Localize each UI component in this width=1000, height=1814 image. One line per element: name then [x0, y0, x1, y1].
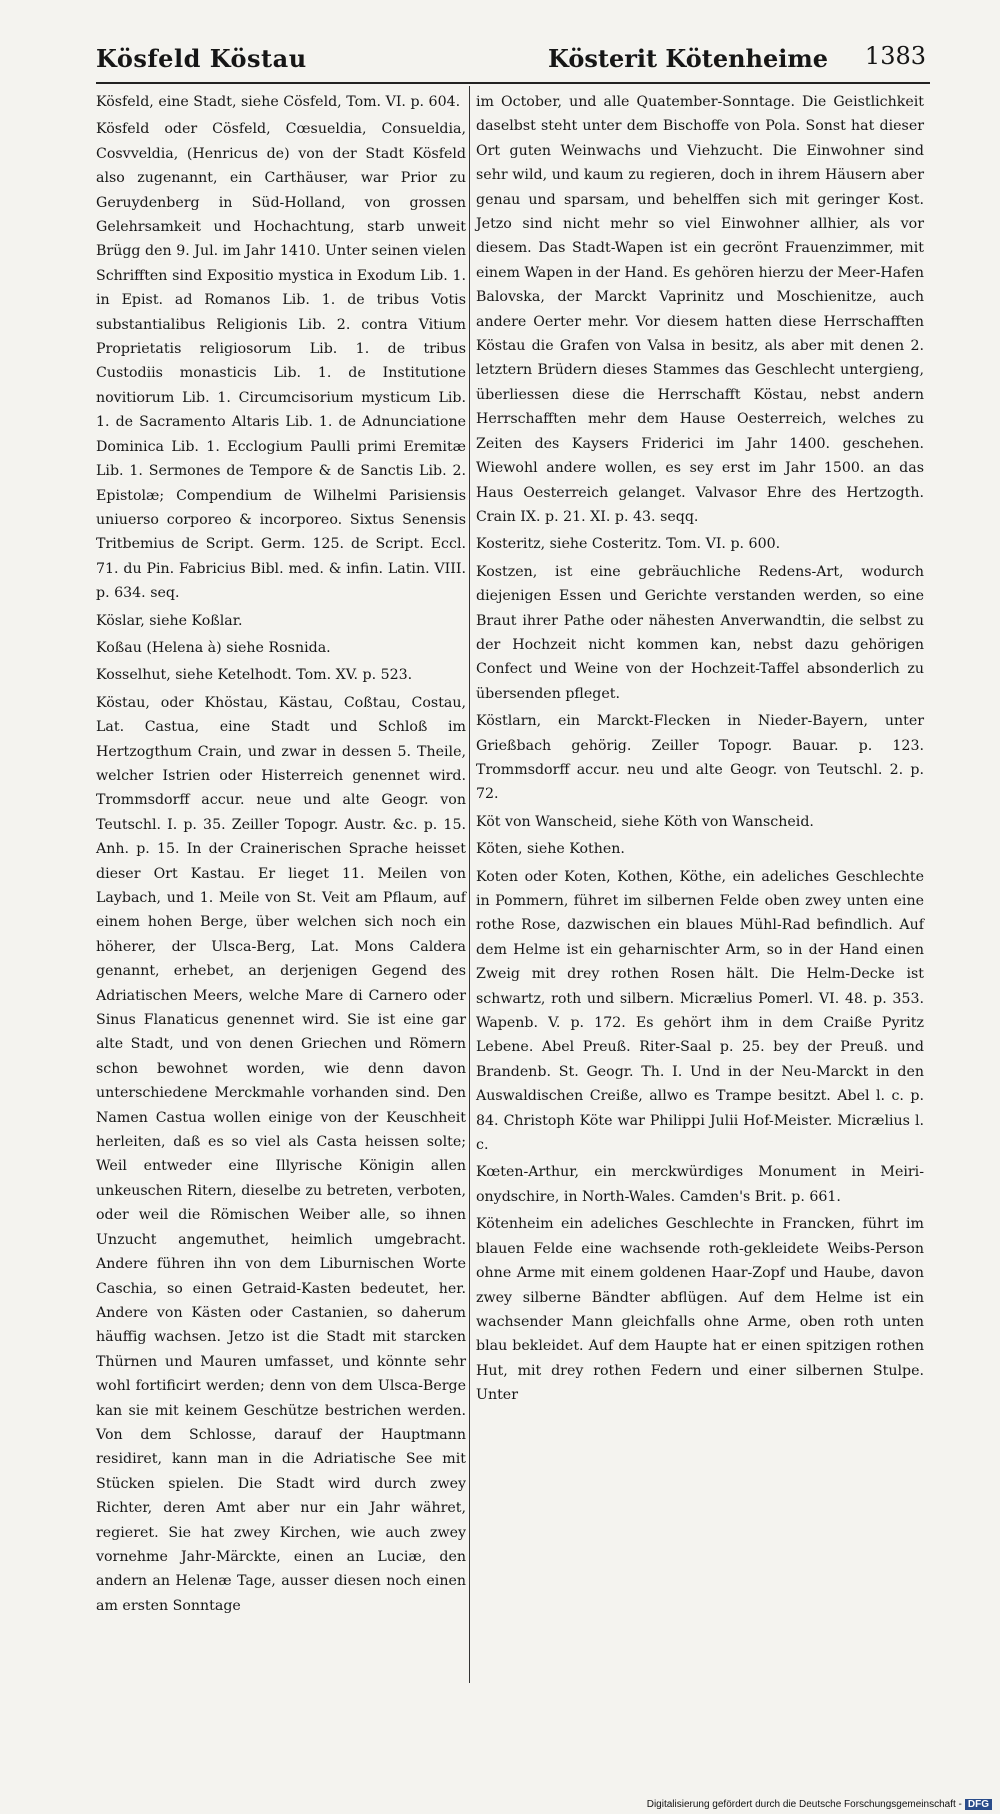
- column-divider: [469, 86, 470, 1683]
- right-column: [476, 90, 924, 1411]
- header-rule: [96, 82, 930, 84]
- entry-koten-kothen: Koten oder Koten, Kothen, Köthe, ein adeliches Geschlechte in Pommern, führet im silbernen Felde oben zwey unten eine rothe Rose, dazwischen ein blaues Mühl-Rad befindlich. Auf dem Helme ist ein geharnischter Arm, so in der Hand einen Zweig mit drey rothen Rosen hält. Die Helm-Decke ist schwartz, roth und silbern. Micrælius Pomerl. VI. 48. p. 353. Wapenb. V. p. 172. Es gehört ihm in dem Craiße Pyritz Lebene. Abel Preuß. Riter-Saal p. 25. bey der Preuß. und Brandenb. St. Geogr. Th. I. Und in der Neu-Marckt in den Auswaldischen Creiße, allwo es Trampe besitzt. Abel l. c. p. 84. Christoph Köte war Philippi Julii Hof-Meister. Micrælius l. c.: [476, 868, 924, 1154]
- entry-kotenheim: Kötenheim ein adeliches Geschlechte in Francken, führt im blauen Felde eine wachsende roth-gekleidete Weibs-Person ohne Arme mit einem goldenen Haar-Zopf und Haube, davon zwey silberne Bändter abflügen. Auf dem Helme ist ein wachsender Mann gleichfalls ohne Arme, oben roth unten blau bekleidet. Auf dem Haupte hat er einen spitzigen rothen Hut, mit drey rothen Federn und einer silbernen Stulpe. Unter: [476, 1216, 924, 1404]
- page-number: 1383: [864, 42, 926, 70]
- entry-kosfeld-coesfeld: Kösfeld oder Cösfeld, Cœsueldia, Consueldia, Cosvveldia, (Henricus de) von der Stadt Kösfeld also zugenannt, ein Carthäuser, war Prior zu Geruydenberg in Süd-Holland, von grossen Gelehrsamkeit und Hochachtung, starb unweit Brügg den 9. Jul. im Jahr 1410. Unter seinen vielen Schrifften sind Expositio mystica in Exodum Lib. 1. in Epist. ad Romanos Lib. 1. de tribus Votis substantialibus Religionis Lib. 2. contra Vitium Proprietatis religiosorum Lib. 1. de tribus Custodiis monasticis Lib. 1. de Institutione novitiorum Lib. 1. Circumcisorium mysticum Lib. 1. de Sacramento Altaris Lib. 1. de Adnunciatione Dominica Lib. 1. Ecclogium Paulli primi Eremitæ Lib. 1. Sermones de Tempore & de Sanctis Lib. 2. Epistolæ; Compendium de Wilhelmi Parisiensis uniuerso corporeo & incorporeo. Sixtus Senensis Tritbemius de Script. Germ. 125. de Script. Eccl. 71. du Pin. Fabricius Bibl. med. & infin. Latin. VIII. p. 634. seq.: [96, 121, 466, 602]
- entry-kossau: Koßau (Helena à) siehe Rosnida.: [96, 639, 331, 656]
- entry-kosselhut: Kosselhut, siehe Ketelhodt. Tom. XV. p. 523.: [96, 667, 413, 684]
- entry-kostau: Köstau, oder Khöstau, Kästau, Coßtau, Costau, Lat. Castua, eine Stadt und Schloß im Hertzogthum Crain, und zwar in dessen 5. Theile, welcher Istrien oder Histerreich genennet wird. Trommsdorff accur. neue und alte Geogr. von Teutschl. I. p. 35. Zeiller Topogr. Austr. &c. p. 15. Anh. p. 15. In der Crainerischen Sprache heisset dieser Ort Kastau. Er lieget 11. Meilen von Laybach, und 1. Meile von St. Veit am Pflaum, auf einem hohen Berge, über welchen sich noch ein höherer, der Ulsca-Berg, Lat. Mons Caldera genannt, erhebet, an derjenigen Gegend des Adriatischen Meers, welche Mare di Carnero oder Sinus Flanaticus genennet wird. Sie ist eine gar alte Stadt, und von denen Griechen und Römern schon bewohnet worden, wie denn davon unterschiedene Merckmahle vorhanden sind. Den Namen Castua wollen einige von der Keuschheit herleiten, daß es so viel als Casta heissen solte; Weil entweder eine Illyrische Königin allen unkeuschen Ritern, dieselbe zu betreten, verboten, oder weil die Römischen Weiber alle, so ihnen Unzucht angemuthet, heimlich umgebracht. Andere führen ihn von dem Liburnischen Worte Caschia, so einen Getraid-Kasten bedeutet, her. Andere von Kästen oder Castanien, so daherum häuffig wachsen. Jetzo ist die Stadt mit starcken Thürnen und Mauren umfasset, und könnte sehr wohl fortificirt werden; denn von dem Ulsca-Berge kan sie mit keinem Geschütze bestrichen werden. Von dem Schlosse, darauf der Hauptmann residiret, kann man in die Adriatische See mit Stücken spielen. Die Stadt wird durch zwey Richter, deren Amt aber nur ein Jahr währet, regieret. Sie hat zwey Kirchen, wie auch zwey vornehme Jahr-Märckte, einen an Luciæ, den andern an Helenæ Tage, ausser diesen noch einen am ersten Sonntage: [96, 694, 466, 1614]
- left-column: [96, 90, 466, 1621]
- entry-koslar: Köslar, siehe Koßlar.: [96, 612, 243, 629]
- credit-text: Digitalisierung gefördert durch die Deutsche Forschungsgemeinschaft -: [646, 1799, 962, 1810]
- entry-kosfeld: Kösfeld, eine Stadt, siehe Cösfeld, Tom. VI. p. 604.: [96, 94, 461, 110]
- entry-koeten-arthur: Kœten-Arthur, ein merckwürdiges Monument in Meiri-onydschire, in North-Wales. Camden's Brit. p. 661.: [476, 1164, 924, 1205]
- entry-kot-von-wanscheid: Köt von Wanscheid, siehe Köth von Wanscheid.: [476, 813, 814, 830]
- entry-kostzen: Kostzen, ist eine gebräuchliche Redens-Art, wodurch diejenigen Essen und Gerichte verstanden werden, so eine Braut ihrer Pathe oder nähesten Anverwandtin, die selbst zu der Hochzeit nicht kommen kan, nebst dazu gehörigen Confect und Weine von der Hochzeit-Taffel absonderlich zu übersenden pfleget.: [476, 563, 924, 702]
- running-header: [96, 40, 926, 80]
- digitization-credit: [647, 1799, 992, 1810]
- entry-koten: Köten, siehe Kothen.: [476, 841, 625, 858]
- entry-kostau-continued: im October, und alle Quatember-Sonntage. Die Geistlichkeit daselbst steht unter dem Bischoffe von Pola. Sonst hat dieser Ort guten Weinwachs und Viehzucht. Die Einwohner sind sehr wild, und kaum zu regieren, doch in ihrem Häusern aber genau und sparsam, und behelffen sich mit geringer Kost. Jetzo sind nicht mehr so viel Einwohner allhier, als vor diesem. Das Stadt-Wapen ist ein gecrönt Frauenzimmer, mit einem Wapen in der Hand. Es gehören hierzu der Meer-Hafen Balovska, der Marckt Vaprinitz und Moschienitze, auch andere Oerter mehr. Vor diesem hatten diese Herrschafften Köstau die Grafen von Valsa in besitz, als aber mit denen 2. letztern Brüdern dieses Stammes das Geschlecht untergieng, überliessen diese die Herrschafft Köstau, nebst andern Herrschafften mehr dem Hause Oesterreich, welches zu Zeiten des Kaysers Friderici im Jahr 1400. geschehen. Wiewohl andere wollen, es sey erst im Jahr 1500. an das Haus Oesterreich gelanget. Valvasor Ehre des Hertzogth. Crain IX. p. 21. XI. p. 43. seqq.: [476, 94, 924, 525]
- left-running-head: Kösfeld Köstau: [96, 44, 307, 73]
- dfg-logo: DFG: [965, 1799, 992, 1810]
- right-running-head: Kösterit Kötenheime: [548, 44, 829, 73]
- entry-kostlarn: Köstlarn, ein Marckt-Flecken in Nieder-Bayern, unter Grießbach gehörig. Zeiller Topogr. Bauar. p. 123. Trommsdorff accur. neu und alte Geogr. von Teutschl. 2. p. 72.: [476, 713, 924, 803]
- entry-kosteritz: Kosteritz, siehe Costeritz. Tom. VI. p. 600.: [476, 536, 781, 553]
